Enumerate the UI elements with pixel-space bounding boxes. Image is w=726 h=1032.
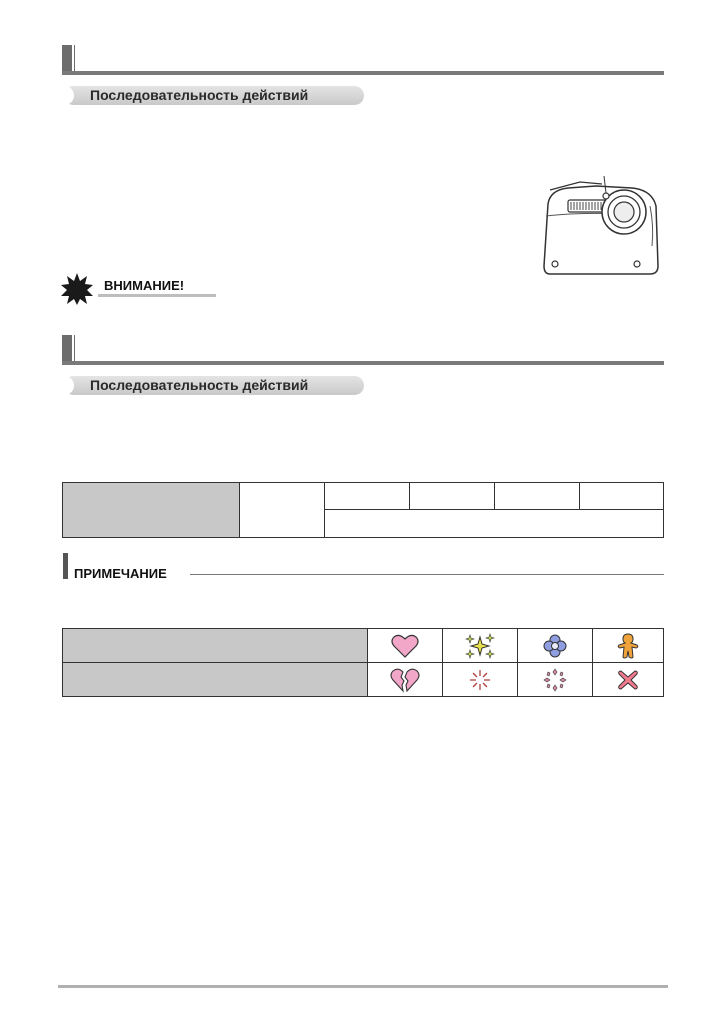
note-marker (63, 553, 68, 579)
settings-table-wide-cell (325, 510, 664, 538)
icon-cell (443, 629, 518, 663)
icon-cell (518, 629, 593, 663)
small-spark-icon (468, 668, 492, 692)
icon-cell (593, 663, 664, 697)
icon-cell (443, 663, 518, 697)
note-rule (190, 574, 664, 575)
scatter-icon (542, 667, 568, 693)
section-2-procedure-label: Последовательность действий (90, 377, 309, 393)
icon-cell (518, 663, 593, 697)
settings-table-option-cell (580, 483, 664, 510)
settings-table-label-cell (240, 483, 325, 538)
section-1-procedure-pill (64, 86, 364, 105)
settings-table (62, 482, 664, 538)
caution-label: ВНИМАНИЕ! (104, 278, 185, 293)
broken-heart-icon (390, 667, 420, 693)
caution-rule (98, 294, 216, 297)
icon-cell (593, 629, 664, 663)
heart-icon (391, 633, 419, 659)
section-1-rule (62, 71, 664, 75)
gingerbread-icon (617, 633, 639, 659)
sparkle-icon (465, 632, 495, 660)
icon-table-row2-label (63, 663, 368, 697)
settings-table-option-cell (325, 483, 410, 510)
icon-table-row1-label (63, 629, 368, 663)
icon-cell (368, 629, 443, 663)
section-1-procedure-label: Последовательность действий (90, 87, 309, 103)
x-mark-icon (617, 669, 639, 691)
icon-cell (368, 663, 443, 697)
section-2-procedure-pill (64, 376, 364, 395)
icon-table (62, 628, 664, 697)
settings-table-option-cell (410, 483, 495, 510)
burst-warning-icon (60, 272, 94, 306)
settings-table-header-cell (63, 483, 240, 538)
note-label: ПРИМЕЧАНИЕ (74, 566, 167, 581)
section-2-rule (62, 361, 664, 365)
camera-illustration (540, 176, 664, 282)
settings-table-option-cell (495, 483, 580, 510)
footer-rule (58, 985, 668, 988)
flower-icon (543, 634, 567, 658)
